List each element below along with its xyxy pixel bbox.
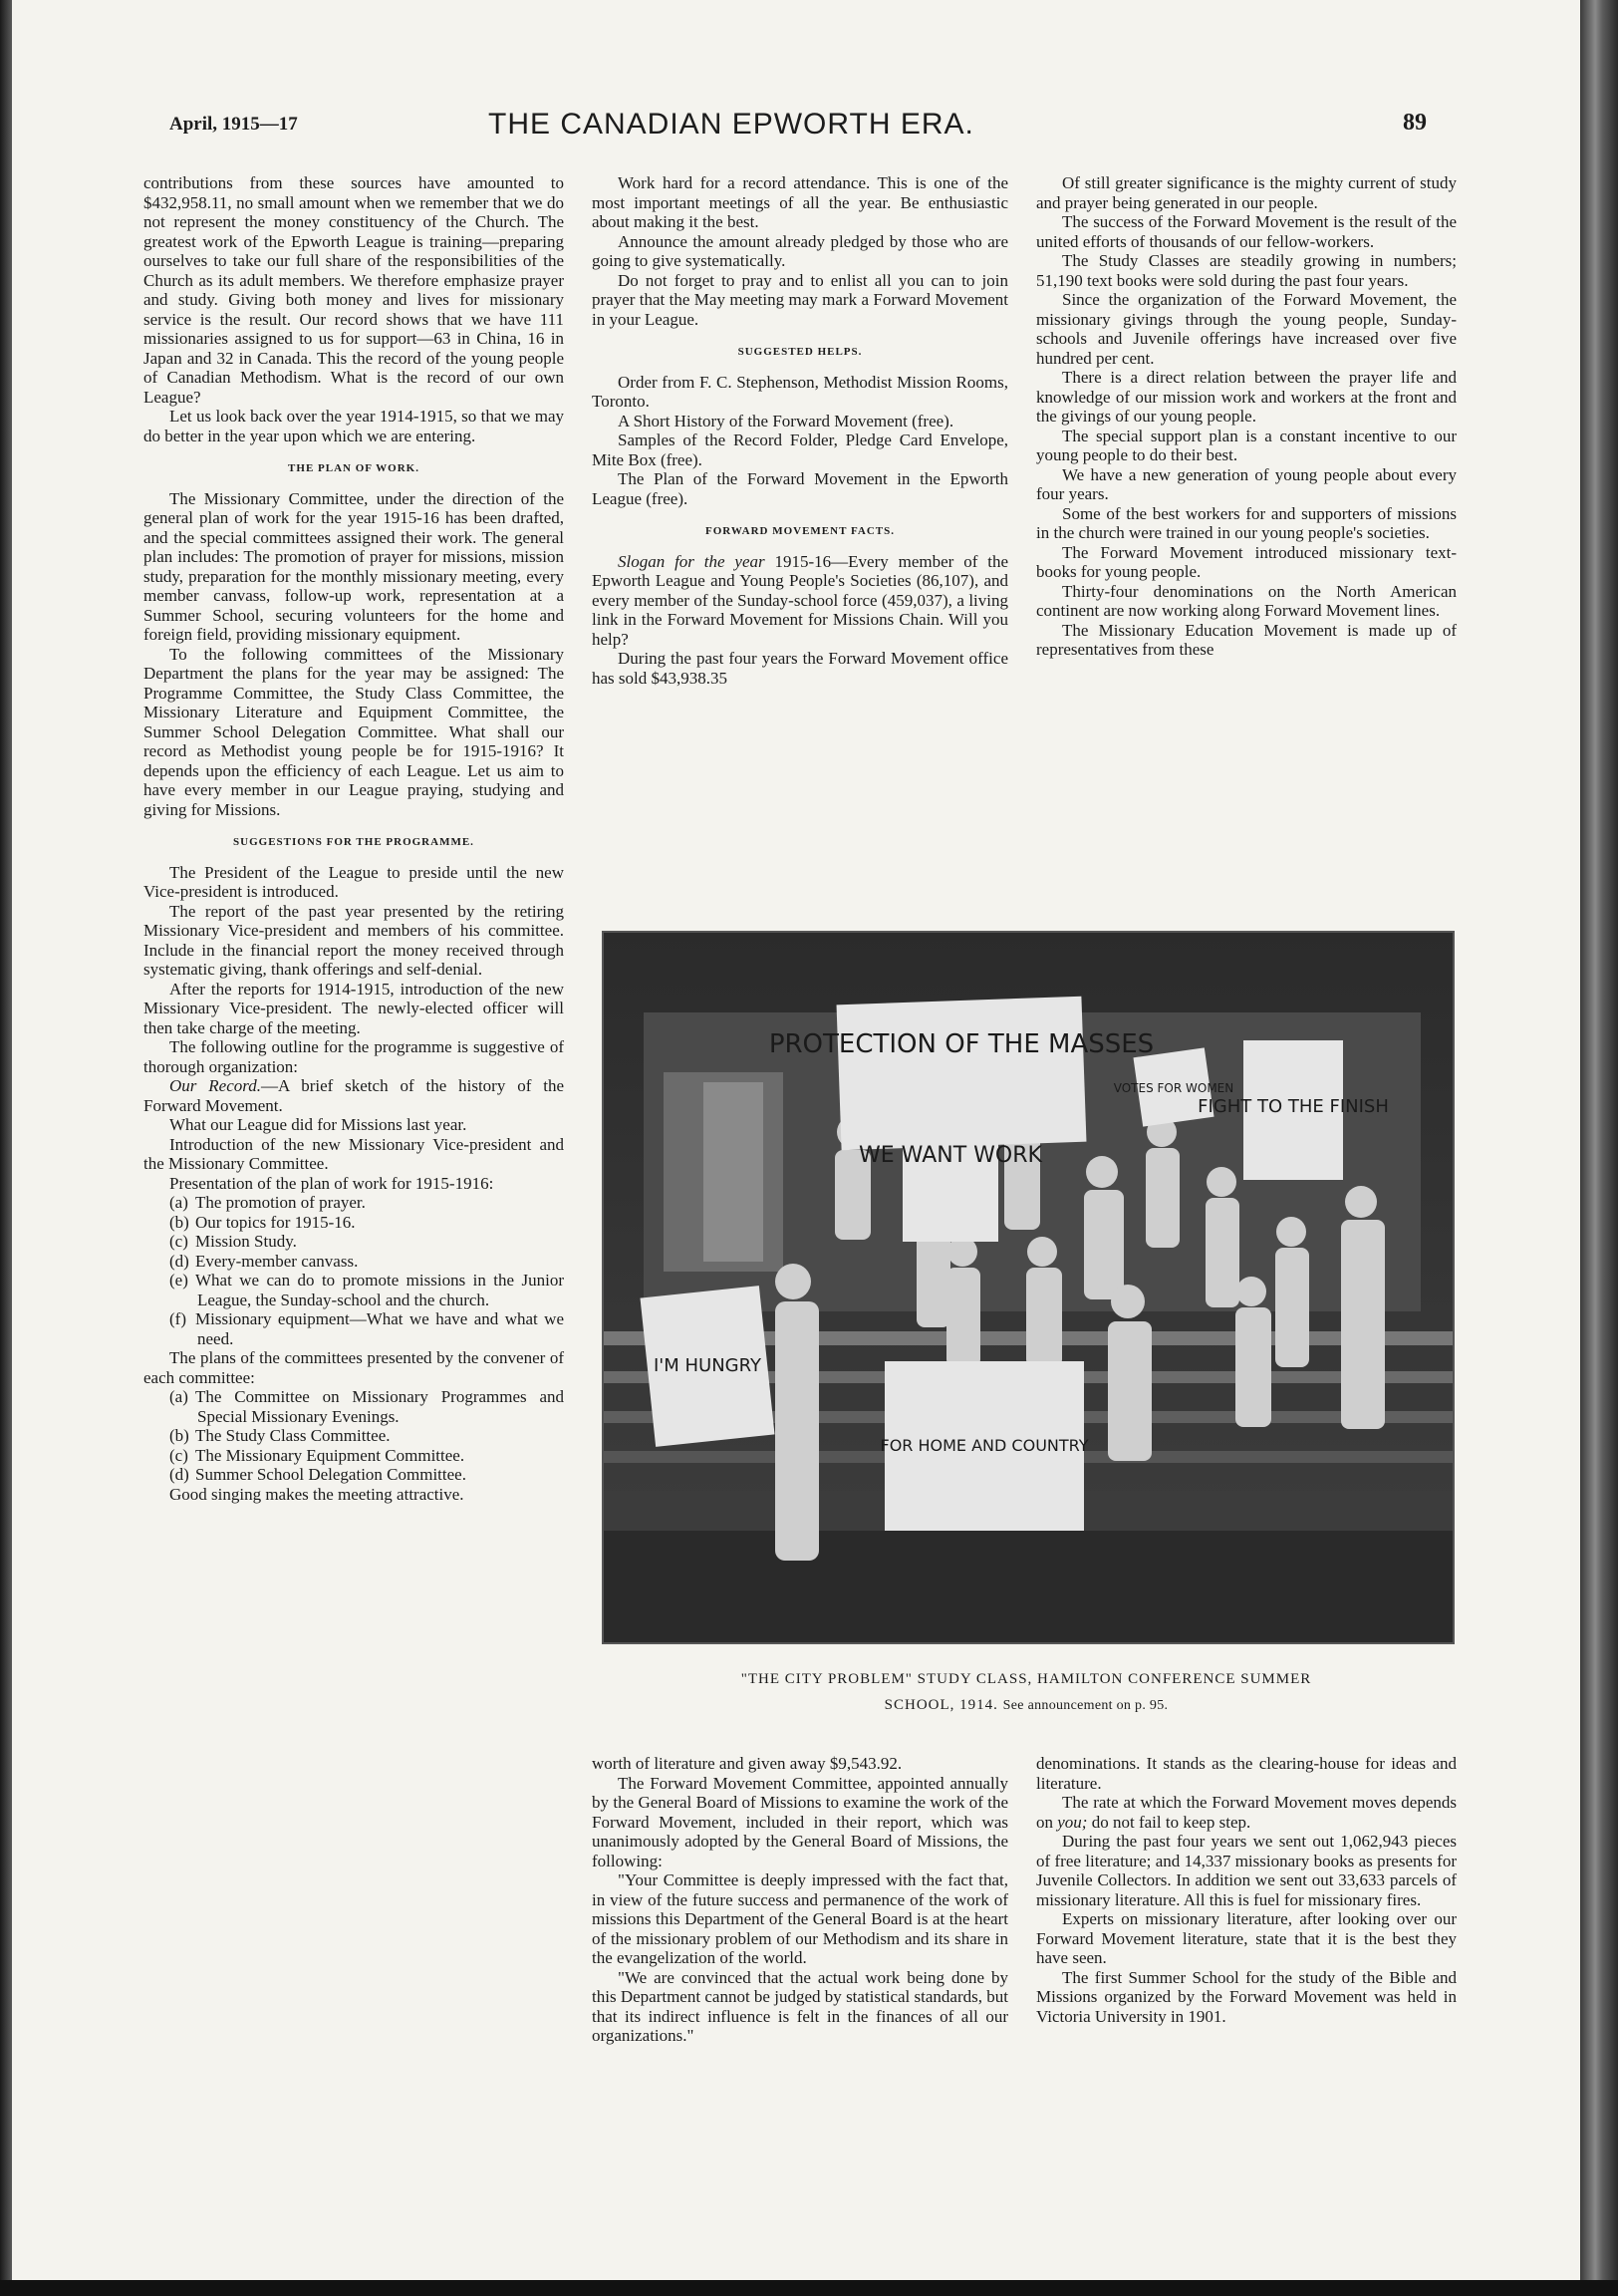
paragraph: Samples of the Record Folder, Pledge Card Envelope, Mite Box (free). <box>592 430 1008 469</box>
list-text: What we can do to promote missions in the Junior League, the Sunday-school and the church. <box>195 1271 564 1309</box>
paragraph: A Short History of the Forward Movement (free). <box>618 411 954 430</box>
photo-illustration <box>604 933 1453 1642</box>
paragraph: What our League did for Missions last year. <box>169 1115 467 1134</box>
paragraph: Experts on missionary literature, after looking over our Forward Movement literature, state that it is the best they have seen. <box>1036 1909 1457 1967</box>
list-text: Our topics for 1915-16. <box>195 1212 356 1232</box>
paragraph: Presentation of the plan of work for 1915-1916: <box>169 1173 494 1193</box>
paragraph-text: —A brief sketch of the history of the Forward Movement. <box>143 1076 564 1115</box>
issue-date: April, 1915—17 <box>169 114 298 135</box>
paragraph: Do not forget to pray and to enlist all you can to join prayer that the May meeting may mark a Forward Movement in your League. <box>592 270 1008 329</box>
publication-title: THE CANADIAN EPWORTH ERA. <box>488 108 974 141</box>
sign-work: WE WANT WORK <box>859 1143 1042 1168</box>
paragraph: After the reports for 1914-1915, introduction of the new Missionary Vice-president. The newly-elected officer will then take charge of the meeting. <box>143 979 564 1037</box>
running-header <box>159 108 1455 147</box>
paragraph: Since the organization of the Forward Movement, the missionary givings through the young people, Sunday-schools and Juvenile offerings have increased over five hundred per cent. <box>1036 290 1457 368</box>
paragraph <box>143 1076 564 1115</box>
paragraph: The plans of the committees presented by the convener of each committee: <box>143 1348 564 1387</box>
section-heading-suggestions: SUGGESTIONS FOR THE PROGRAMME. <box>233 836 474 848</box>
paragraph: The success of the Forward Movement is the result of the united efforts of thousands of our fellow-workers. <box>1036 212 1457 251</box>
list-item <box>143 1426 564 1446</box>
paragraph: During the past four years we sent out 1,062,943 pieces of free literature; and 14,337 missionary books as presents for Juvenile Collectors. In addition we sent out 33,633 parcels of missionary literature. All this is fuel for missionary fires. <box>1036 1832 1457 1909</box>
caption-school: SCHOOL, 1914. <box>884 1697 998 1713</box>
slogan-label: Slogan for the year <box>618 551 765 571</box>
paragraph: The following outline for the programme is suggestive of thorough organization: <box>143 1037 564 1076</box>
list-item <box>143 1252 564 1272</box>
list-item <box>143 1309 564 1348</box>
list-item <box>143 1446 564 1466</box>
paragraph: worth of literature and given away $9,543.92. <box>592 1754 903 1773</box>
list-label: (a) <box>169 1387 188 1406</box>
list-label: (a) <box>169 1193 188 1212</box>
list-text: Summer School Delegation Committee. <box>195 1465 466 1484</box>
emphasis-you: you; <box>1057 1812 1088 1832</box>
column-4 <box>592 1754 1008 2046</box>
list-label: (c) <box>169 1445 188 1465</box>
list-text: Missionary equipment—What we have and what we need. <box>195 1309 564 1348</box>
paragraph: contributions from these sources have amounted to $432,958.11, no small amount when we remember that we do not represent the money constituency of the Church. The greatest work of the Epworth League is training—preparing ourselves to take our full share of the responsibilities of the Church as its adult members. We therefore emphasize prayer and study. Giving both money and lives for missionary service is the result. Our record shows that we have 111 missionaries assigned to us for support—63 in China, 16 in Japan and 32 in Canada. This the record of the young people of Canadian Methodism. What is the record of our own League? <box>143 173 564 407</box>
caption-line-1: "THE CITY PROBLEM" STUDY CLASS, HAMILTON CONFERENCE SUMMER <box>740 1671 1312 1687</box>
paragraph: The report of the past year presented by the retiring Missionary Vice-president and members of his committee. Include in the financial report the money received through systematic giving, thank offerings and self-denial. <box>143 901 564 979</box>
list-item <box>143 1465 564 1485</box>
paragraph: The Missionary Education Movement is made up of representatives from these <box>1036 620 1457 659</box>
book-edge <box>1580 0 1618 2296</box>
paragraph: The first Summer School for the study of the Bible and Missions organized by the Forward Movement was held in Victoria University in 1901. <box>1036 1967 1457 2026</box>
column-1 <box>143 173 564 1504</box>
scan-bottom-edge <box>0 2280 1618 2296</box>
paragraph: The Forward Movement introduced missionary text-books for young people. <box>1036 542 1457 581</box>
section-heading-facts: FORWARD MOVEMENT FACTS. <box>705 525 895 537</box>
paragraph: Of still greater significance is the mighty current of study and prayer being generated in our people. <box>1036 173 1457 212</box>
paragraph: Work hard for a record attendance. This is one of the most important meetings of all the year. Be enthusiastic about making it the best. <box>592 173 1008 231</box>
sign-protection: PROTECTION OF THE MASSES <box>768 1029 1155 1059</box>
paragraph: Order from F. C. Stephenson, Methodist Mission Rooms, Toronto. <box>592 372 1008 411</box>
binding-shadow <box>0 0 12 2296</box>
paragraph-text: The rate at which the Forward Movement moves depends on <box>1036 1793 1457 1832</box>
column-3 <box>1036 173 1457 660</box>
paragraph: The Plan of the Forward Movement in the Epworth League (free). <box>592 469 1008 508</box>
list-text: The Study Class Committee. <box>195 1426 391 1445</box>
sign-hungry: I'M HUNGRY <box>654 1355 761 1376</box>
paragraph: Introduction of the new Missionary Vice-president and the Missionary Committee. <box>143 1134 564 1173</box>
committee-list <box>143 1387 564 1485</box>
caption-line-2 <box>602 1692 1451 1719</box>
list-label: (e) <box>169 1271 188 1290</box>
list-label: (b) <box>169 1212 189 1232</box>
list-label: (c) <box>169 1232 188 1251</box>
paragraph: Some of the best workers for and supporters of missions in the church were trained in our young people's societies. <box>1036 503 1457 542</box>
paragraph: "Your Committee is deeply impressed with the fact that, in view of the future success and permanence of the work of missions this Department of the General Board is at the heart of the missionary problem of our Methodism and its share in the evangelization of the world. <box>592 1870 1008 1967</box>
paragraph: Thirty-four denominations on the North American continent are now working along Forward Movement lines. <box>1036 581 1457 620</box>
paragraph <box>592 552 1008 650</box>
paragraph: The Study Classes are steadily growing in numbers; 51,190 text books were sold during the past four years. <box>1036 251 1457 290</box>
list-item <box>143 1387 564 1426</box>
column-2 <box>592 173 1008 688</box>
photo-caption <box>602 1666 1451 1719</box>
section-heading-plan: THE PLAN OF WORK. <box>288 462 419 474</box>
study-class-photograph <box>602 931 1455 1644</box>
paragraph: "We are convinced that the actual work being done by this Department cannot be judged by statistical standards, but that its indirect influence is felt in the finances of all our organizations." <box>592 1967 1008 2045</box>
list-text: The promotion of prayer. <box>195 1193 366 1212</box>
list-item <box>143 1271 564 1309</box>
paragraph: There is a direct relation between the prayer life and knowledge of our mission work and workers at the front and the givings of our young people. <box>1036 368 1457 426</box>
caption-announcement: See announcement on p. 95. <box>1002 1698 1169 1713</box>
paragraph: The Missionary Committee, under the direction of the general plan of work for the year 1915-16 has been drafted, and the special committees assigned their work. The general plan includes: The promotion of prayer for missions, mission study, preparation for the monthly missionary meeting, every member canvass, follow-up work, representation at a Summer School, securing volunteers for the home and foreign field, providing missionary equipment. <box>143 488 564 644</box>
list-text: The Missionary Equipment Committee. <box>195 1445 465 1465</box>
page-number: 89 <box>1403 110 1427 136</box>
list-label: (b) <box>169 1426 189 1445</box>
paragraph: Let us look back over the year 1914-1915, so that we may do better in the year upon which we are entering. <box>143 407 564 445</box>
list-text: Every-member canvass. <box>195 1251 359 1271</box>
list-label: (d) <box>169 1465 189 1484</box>
italic-lead: Our Record. <box>169 1076 261 1095</box>
plan-list <box>143 1193 564 1348</box>
paragraph: We have a new generation of young people about every four years. <box>1036 464 1457 503</box>
column-5 <box>1036 1754 1457 2026</box>
paragraph: The special support plan is a constant incentive to our young people to do their best. <box>1036 426 1457 464</box>
paragraph-text: do not fail to keep step. <box>1087 1812 1251 1832</box>
paragraph <box>1036 1793 1457 1832</box>
paragraph: To the following committees of the Missionary Department the plans for the year may be assigned: The Programme Committee, the Study Class Committee, the Missionary Literature and Equipment Committee, the Summer School Delegation Committee. What shall our record as Methodist young people be for 1915-1916? It depends upon the efficiency of each League. Let us aim to have every member in our League praying, studying and giving for Missions. <box>143 644 564 819</box>
paragraph-text: 1915-16—Every member of the Epworth League and Young People's Societies (86,107), and every member of the Sunday-school force (459,037), a living link in the Forward Movement for Missions Chain. Will you help? <box>592 551 1008 649</box>
paragraph: The President of the League to preside until the new Vice-president is introduced. <box>143 862 564 901</box>
paragraph: During the past four years the Forward Movement office has sold $43,938.35 <box>592 649 1008 688</box>
list-item <box>143 1213 564 1233</box>
list-text: The Committee on Missionary Programmes and Special Missionary Evenings. <box>195 1387 564 1426</box>
sign-fight: FIGHT TO THE FINISH <box>1198 1096 1389 1117</box>
paragraph: The Forward Movement Committee, appointed annually by the General Board of Missions to examine the work of the Forward Movement, included in their report, which was unanimously adopted by the General Board of Missions, the following: <box>592 1773 1008 1870</box>
list-item <box>143 1232 564 1252</box>
section-heading-helps: SUGGESTED HELPS. <box>737 346 863 358</box>
list-item <box>143 1193 564 1213</box>
sign-votes: VOTES FOR WOMEN <box>1113 1081 1234 1095</box>
sign-home: FOR HOME AND COUNTRY <box>880 1436 1089 1455</box>
list-label: (f) <box>169 1309 186 1328</box>
paragraph: Good singing makes the meeting attractive. <box>169 1484 464 1504</box>
list-text: Mission Study. <box>195 1232 297 1251</box>
paragraph: Announce the amount already pledged by those who are going to give systematically. <box>592 231 1008 270</box>
paragraph: denominations. It stands as the clearing-house for ideas and literature. <box>1036 1754 1457 1793</box>
list-label: (d) <box>169 1251 189 1271</box>
